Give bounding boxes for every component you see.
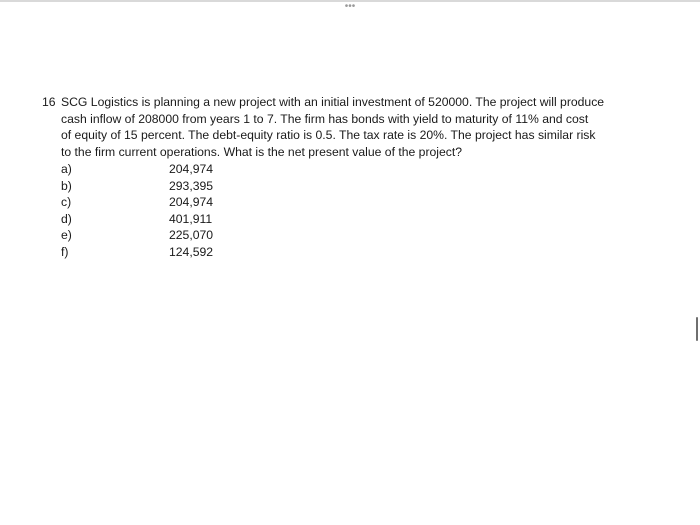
option-value: 204,974	[169, 195, 214, 210]
option-value: 401,911	[169, 211, 213, 226]
question-line	[42, 144, 622, 161]
question-line	[42, 111, 622, 128]
option-value: 124,592	[169, 244, 214, 259]
option-value: 204,974	[169, 162, 214, 176]
answer-options	[61, 161, 249, 261]
option-letter: c)	[61, 195, 72, 210]
answer-option-e	[61, 227, 249, 244]
answer-option-c	[61, 194, 249, 211]
question-number: 16	[42, 95, 56, 109]
question-line	[42, 127, 622, 144]
question-text-line-2: cash inflow of 208000 from years 1 to 7. The firm has bonds with yield to maturity of 11% and cost	[61, 111, 589, 126]
option-value: 225,070	[169, 228, 214, 243]
answer-option-d	[61, 211, 249, 228]
answer-option-a	[61, 161, 249, 178]
question-text-line-3: of equity of 15 percent. The debt-equity ratio is 0.5. The tax rate is 20%. The project has similar risk	[61, 128, 596, 143]
question-block	[42, 94, 622, 160]
option-letter: a)	[61, 162, 72, 176]
option-letter: f)	[61, 244, 69, 259]
answer-option-b	[61, 178, 249, 195]
scrollbar-thumb[interactable]	[696, 317, 698, 341]
question-text-line-4: to the firm current operations. What is the net present value of the project?	[61, 144, 463, 159]
option-value: 293,395	[169, 178, 214, 193]
option-letter: b)	[61, 178, 72, 193]
option-letter: d)	[61, 211, 72, 226]
question-line	[42, 94, 622, 111]
option-letter: e)	[61, 228, 72, 243]
answer-option-f	[61, 244, 249, 261]
more-horizontal-icon[interactable]: •••	[344, 1, 356, 12]
question-text-line-1: SCG Logistics is planning a new project with an initial investment of 520000. The project will produce	[61, 95, 605, 109]
